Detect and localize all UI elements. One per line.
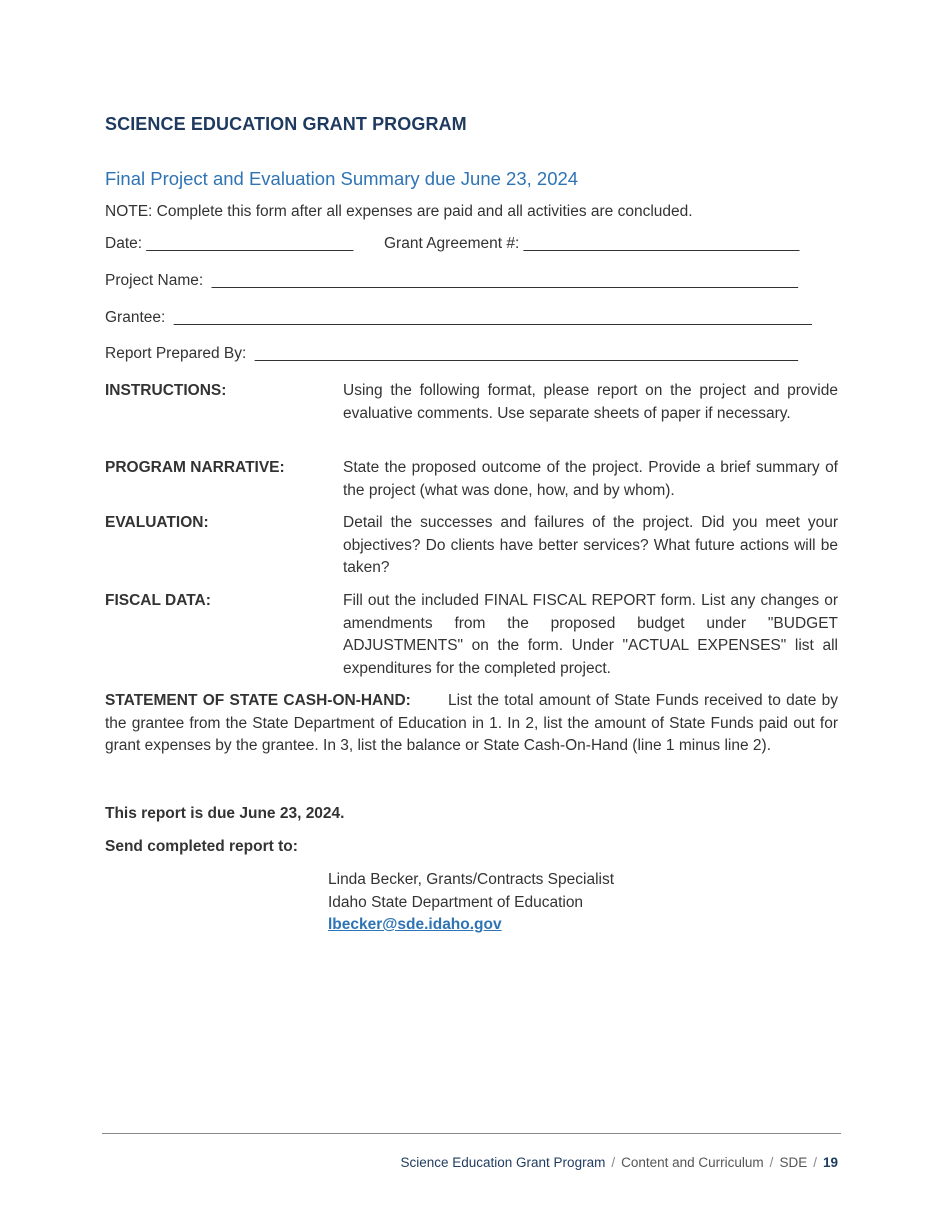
report-prepared-by-field[interactable]: Report Prepared By: _______________________________________________________________ — [105, 345, 798, 362]
footer-separator: / — [611, 1155, 616, 1170]
grant-agreement-field[interactable]: Grant Agreement #: ________________________________ — [384, 235, 800, 252]
contact-address — [328, 869, 614, 937]
project-name-field[interactable]: Project Name: ____________________________________________________________________ — [105, 272, 798, 289]
contact-email-link[interactable]: lbecker@sde.idaho.gov — [328, 916, 502, 933]
program-narrative-label: PROGRAM NARRATIVE: — [105, 459, 285, 476]
cash-on-hand-statement — [105, 690, 838, 758]
grantee-field[interactable]: Grantee: __________________________________________________________________________ — [105, 309, 812, 326]
due-date-notice: This report is due June 23, 2024. — [105, 805, 345, 822]
form-note: NOTE: Complete this form after all expenses are paid and all activities are concluded. — [105, 203, 693, 220]
footer-separator: / — [769, 1155, 774, 1170]
evaluation-text: Detail the successes and failures of the project. Did you meet your objectives? Do clients have better services? What future actions will be taken? — [343, 514, 838, 577]
footer-agency: SDE — [779, 1155, 808, 1170]
instructions-label: INSTRUCTIONS: — [105, 382, 227, 399]
page-number: 19 — [822, 1155, 838, 1170]
instructions-text: Using the following format, please report on the project and provide evaluative comments. Use separate sheets of paper if necessary. — [343, 382, 838, 422]
footer-separator: / — [813, 1155, 817, 1170]
page-title: SCIENCE EDUCATION GRANT PROGRAM — [105, 114, 467, 134]
evaluation-label: EVALUATION: — [105, 514, 209, 531]
program-narrative-text: State the proposed outcome of the project. Provide a brief summary of the project (what was done, how, and by whom). — [343, 459, 838, 499]
cash-on-hand-text: List the total amount of State Funds received to date by the grantee from the State Department of Education in 1. In 2, list the amount of State Funds paid out for grant expenses by the grantee. In 3, list the balance or State Cash-On-Hand (line 1 minus line 2). — [105, 692, 838, 755]
contact-organization: Idaho State Department of Education — [328, 893, 584, 911]
send-to-label: Send completed report to: — [105, 838, 298, 855]
contact-name: Linda Becker, Grants/Contracts Specialist — [328, 871, 615, 888]
footer-divider — [102, 1133, 841, 1134]
fiscal-data-label: FISCAL DATA: — [105, 592, 211, 609]
date-field[interactable]: Date: ________________________ — [105, 235, 354, 252]
form-subtitle: Final Project and Evaluation Summary due June 23, 2024 — [105, 168, 579, 189]
page-footer — [400, 1155, 838, 1170]
cash-on-hand-label: STATEMENT OF STATE CASH-ON-HAND: — [105, 692, 411, 709]
footer-section: Content and Curriculum — [621, 1155, 764, 1170]
fiscal-data-text: Fill out the included FINAL FISCAL REPORT form. List any changes or amendments from the proposed budget under "BUDGET ADJUSTMENTS" on the form. Under "ACTUAL EXPENSES" list all expenditures for the completed project. — [343, 592, 838, 678]
footer-program: Science Education Grant Program — [400, 1155, 606, 1170]
